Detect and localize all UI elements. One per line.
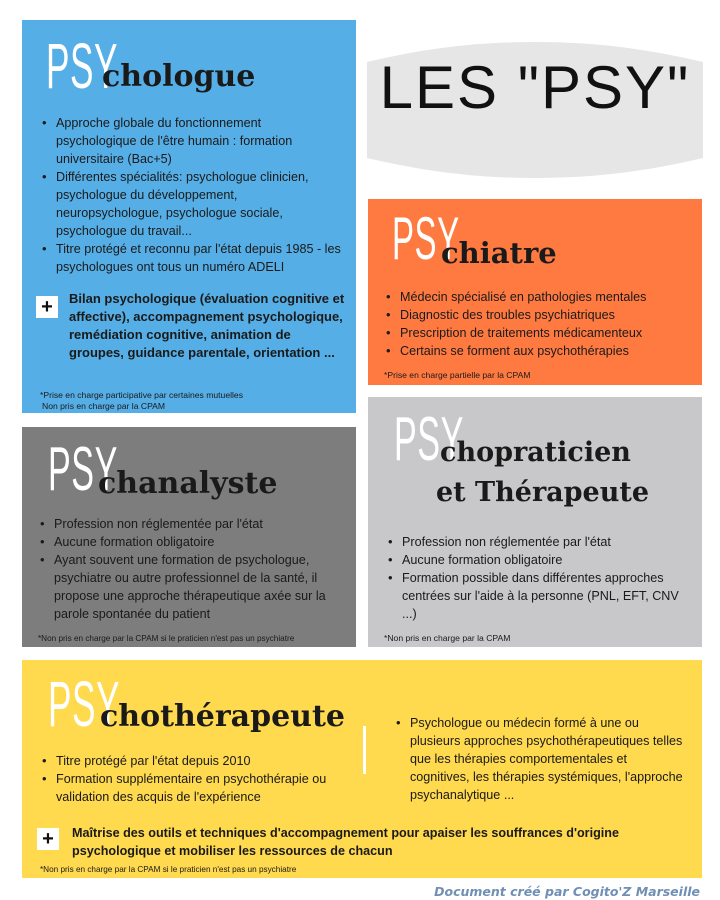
- card-title: chothérapeute: [100, 699, 345, 734]
- card-title: chiatre: [441, 236, 557, 270]
- footer-credit: Document créé par Cogito'Z Marseille: [434, 884, 700, 899]
- list-item: • Titre protégé par l'état depuis 2010: [40, 752, 350, 770]
- list-item: • Aucune formation obligatoire: [38, 533, 348, 551]
- list-item: • Diagnostic des troubles psychiatriques: [384, 306, 694, 324]
- card-psychologue: [22, 20, 356, 413]
- list-item: • Médecin spécialisé en pathologies mentales: [384, 288, 694, 306]
- footnote: *Non pris en charge par la CPAM si le praticien n'est pas un psychiatre: [40, 865, 297, 874]
- card-psychotherapeute: [22, 660, 702, 878]
- psy-logo: PSY: [46, 30, 119, 102]
- footnote: *Prise en charge participative par certaines mutuelles: [40, 390, 244, 400]
- psy-logo: PSY: [48, 435, 118, 504]
- card-title: chopraticien: [440, 437, 631, 468]
- card-psychiatre: [368, 199, 702, 385]
- divider: [363, 726, 366, 774]
- plus-text: Maîtrise des outils et techniques d'accompagnement pour apaiser les souffrances d'origine psychologique et mobiliser les ressources de chacun: [72, 826, 619, 858]
- list-item: • Aucune formation obligatoire: [386, 551, 696, 569]
- card-title: chologue: [102, 59, 256, 94]
- list-item: • Profession non réglementée par l'état: [386, 533, 696, 551]
- list-item: • Approche globale du fonctionnement psychologique de l'être humain : formation universitaire (Bac+5): [40, 114, 345, 168]
- list-item: • Différentes spécialités: psychologue clinicien, psychologue du développement, neuropsychologue, psychologue sociale, psychologue du travail...: [40, 168, 345, 240]
- bullet-list: [38, 515, 348, 623]
- bullet-list: [384, 288, 694, 360]
- psy-logo: PSY: [394, 405, 464, 474]
- page-title: LES "PSY": [379, 54, 691, 121]
- bullet-list-left: [40, 752, 350, 806]
- footnote: Non pris en charge par la CPAM: [42, 401, 166, 411]
- list-item: • Formation possible dans différentes approches centrées sur l'aide à la personne (PNL, EFT, CNV ...): [386, 569, 696, 623]
- card-psychopraticien: [368, 397, 702, 647]
- title-banner: [367, 40, 703, 180]
- list-item: • Formation supplémentaire en psychothérapie ou validation des acquis de l'expérience: [40, 770, 350, 806]
- footnote: *Prise en charge partielle par la CPAM: [384, 370, 531, 380]
- list-item: • Psychologue ou médecin formé à une ou plusieurs approches psychothérapeutiques telles que les thérapies comportementales et cognitives, les thérapies systémiques, l'approche psychanalytique ...: [394, 714, 686, 804]
- list-item: • Titre protégé et reconnu par l'état depuis 1985 - les psychologues ont tous un numéro ADELI: [40, 240, 345, 276]
- plus-text: Bilan psychologique (évaluation cognitive et affective), accompagnement psychologique, remédiation cognitive, animation de groupes, guidance parentale, orientation ...: [69, 291, 345, 360]
- card-psychanalyste: [22, 427, 356, 647]
- footnote: *Non pris en charge par la CPAM: [384, 633, 511, 643]
- psy-logo: PSY: [48, 668, 121, 740]
- bullet-list: [386, 533, 696, 623]
- plus-icon: +: [36, 296, 58, 318]
- bullet-list-right: [394, 714, 686, 804]
- list-item: • Certains se forment aux psychothérapies: [384, 342, 694, 360]
- psy-logo: PSY: [392, 205, 460, 272]
- plus-icon: +: [37, 828, 59, 850]
- card-title: chanalyste: [98, 466, 278, 501]
- list-item: • Prescription de traitements médicamenteux: [384, 324, 694, 342]
- bullet-list: [40, 114, 345, 276]
- list-item: • Ayant souvent une formation de psychologue, psychiatre ou autre professionnel de la santé, il propose une approche thérapeutique axée sur la parole spontanée du patient: [38, 551, 348, 623]
- footnote: *Non pris en charge par la CPAM si le praticien n'est pas un psychiatre: [38, 634, 295, 643]
- list-item: • Profession non réglementée par l'état: [38, 515, 348, 533]
- card-title-line2: et Thérapeute: [436, 477, 650, 508]
